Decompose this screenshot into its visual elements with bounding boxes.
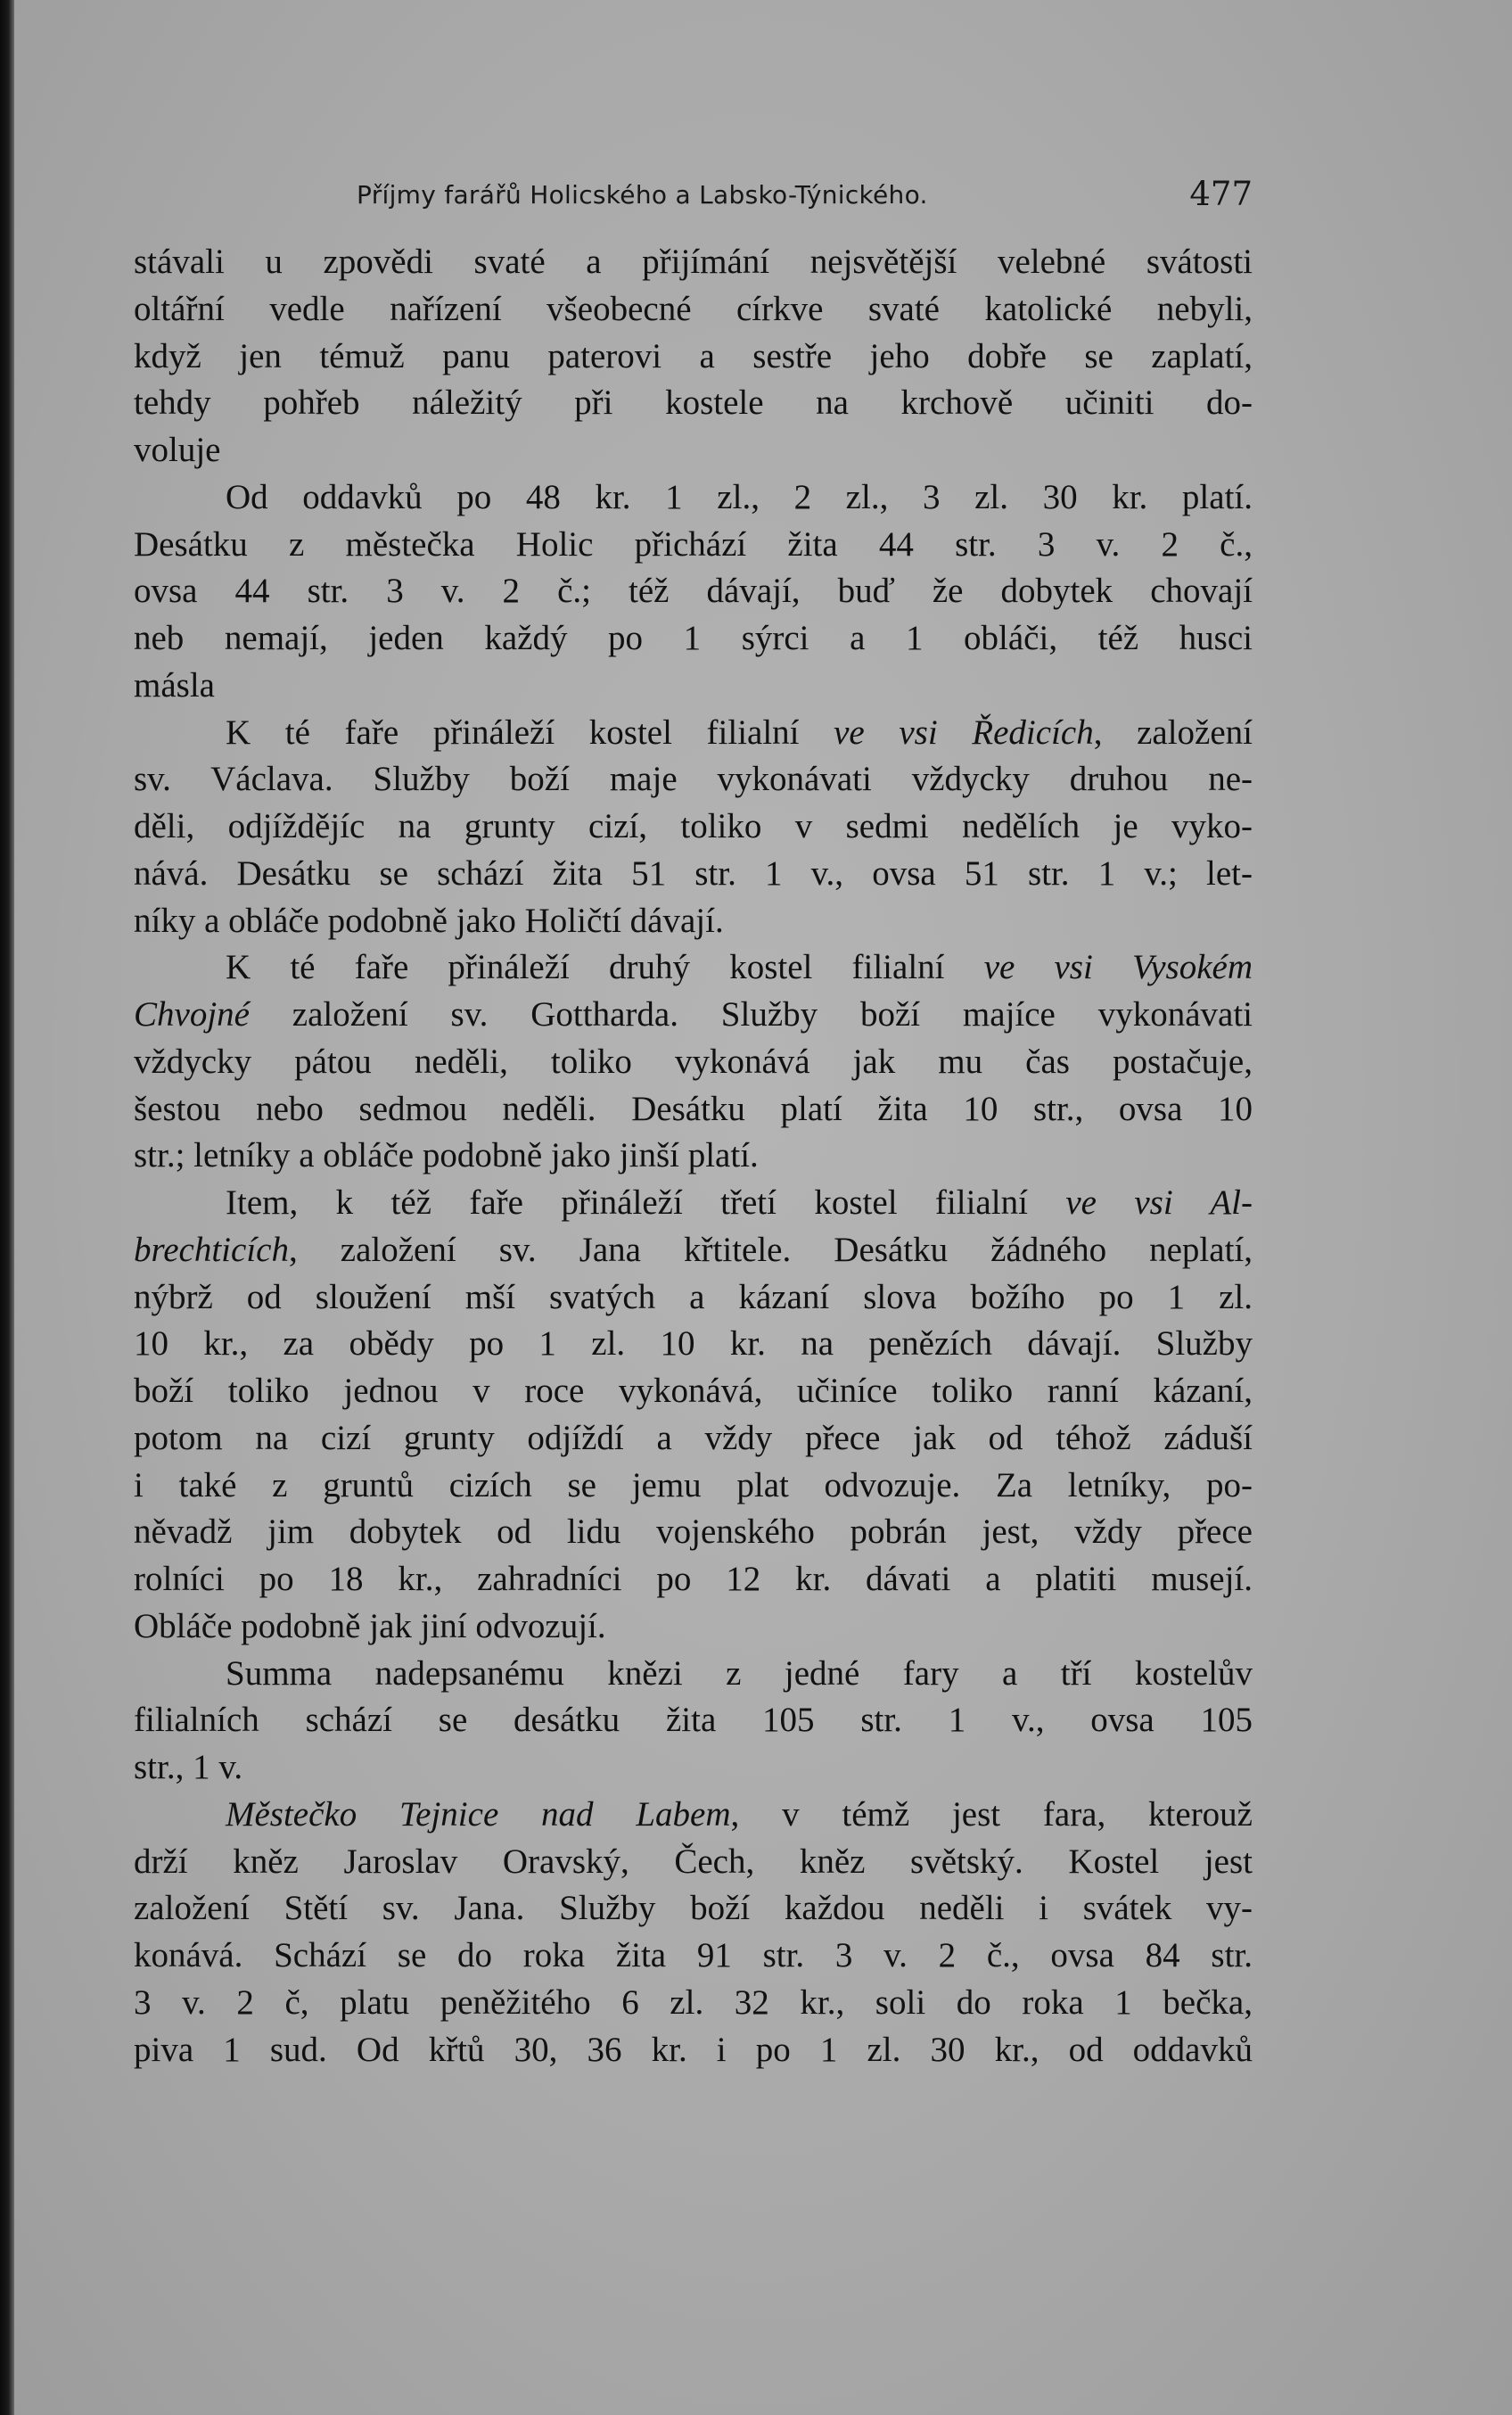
- text-line: [134, 1227, 1253, 1274]
- italic-text-span: Chvojné: [134, 995, 250, 1034]
- text-line: 3 v. 2 č, platu peněžitého 6 zl. 32 kr., soli do roka 1 bečka,: [134, 1982, 1253, 2022]
- text-line: tehdy pohřeb náležitý při kostele na krchově učiniti do-: [134, 383, 1253, 423]
- text-line: boží toliko jednou v roce vykonává, učiníce toliko ranní kázaní,: [134, 1372, 1253, 1410]
- text-line: [134, 1180, 1253, 1227]
- text-line: když jen témuž panu paterovi a sestře jeho dobře se zaplatí,: [134, 336, 1253, 375]
- text-line: níky a obláče podobně jako Holičtí dávají.: [134, 901, 724, 940]
- text-line: [134, 1792, 1253, 1839]
- text-span: K té faře přináleží kostel filialní: [226, 713, 834, 752]
- text-line: str., 1 v.: [134, 1748, 243, 1786]
- text-line: másla: [134, 665, 215, 705]
- italic-text-span: Městečko Tejnice nad Labem: [226, 1794, 731, 1834]
- text-line: šestou nebo sedmou neděli. Desátku platí žita 10 str., ovsa 10: [134, 1089, 1253, 1128]
- page-header: [357, 175, 1253, 219]
- text-line: i také z gruntů cizích se jemu plat odvozuje. Za letníky, po-: [134, 1465, 1253, 1504]
- text-line: ovsa 44 str. 3 v. 2 č.; též dávají, buď že dobytek chovají: [134, 572, 1253, 611]
- text-span: , založení sv. Jana křtitele. Desátku žádného neplatí,: [288, 1230, 1253, 1269]
- italic-text-span: ve vsi Ředicích: [834, 713, 1094, 752]
- text-span: Item, k též faře přináleží třetí kostel filialní: [226, 1183, 1066, 1222]
- text-line: děli, odjíždějíc na grunty cizí, toliko v sedmi nedělích je vyko-: [134, 807, 1253, 845]
- text-line: Obláče podobně jak jiní odvozují.: [134, 1606, 606, 1645]
- text-line: rolníci po 18 kr., zahradníci po 12 kr. dávati a platiti musejí.: [134, 1560, 1253, 1598]
- text-line: str.; letníky a obláče podobně jako jinší platí.: [134, 1136, 759, 1175]
- italic-text-span: ve vsi Vysokém: [983, 948, 1253, 987]
- italic-text-span: brechticích: [134, 1230, 289, 1269]
- text-line: piva 1 sud. Od křtů 30, 36 kr. i po 1 zl. 30 kr., od oddavků: [134, 2030, 1253, 2069]
- text-line: potom na cizí grunty odjíždí a vždy přece jak od téhož záduší: [134, 1418, 1253, 1457]
- text-span: K té faře přináleží druhý kostel filialní: [226, 948, 984, 987]
- text-line: konává. Schází se do roka žita 91 str. 3 v. 2 č., ovsa 84 str.: [134, 1936, 1253, 1974]
- text-line: oltářní vedle nařízení všeobecné církve svaté katolické nebyli,: [134, 289, 1253, 328]
- text-span: založení sv. Gottharda. Služby boží majíce vykonávati: [249, 995, 1253, 1034]
- text-line: filialních schází se desátku žita 105 str. 1 v., ovsa 105: [134, 1701, 1253, 1740]
- text-line: něvadž jim dobytek od lidu vojenského pobrán jest, vždy přece: [134, 1512, 1253, 1552]
- page-number: 477: [1189, 175, 1253, 213]
- book-spine-shadow: [0, 0, 14, 2415]
- text-line: nýbrž od sloužení mší svatých a kázaní slova božího po 1 zl.: [134, 1277, 1253, 1316]
- text-line: Od oddavků po 48 kr. 1 zl., 2 zl., 3 zl. 30 kr. platí.: [226, 477, 1253, 516]
- text-line: nává. Desátku se schází žita 51 str. 1 v., ovsa 51 str. 1 v.; let-: [134, 853, 1253, 893]
- text-line: založení Stětí sv. Jana. Služby boží každou neděli i svátek vy-: [134, 1889, 1253, 1928]
- running-title: Příjmy farářů Holicského a Labsko-Týnického.: [357, 180, 928, 210]
- body-text: [134, 239, 1253, 2073]
- text-line: neb nemají, jeden každý po 1 sýrci a 1 obláči, též husci: [134, 619, 1253, 657]
- text-line: Summa nadepsanému knězi z jedné fary a tří kostelův: [226, 1653, 1253, 1693]
- text-line: vždycky pátou neděli, toliko vykonává jak mu čas postačuje,: [134, 1042, 1253, 1081]
- text-span: , založení: [1093, 713, 1253, 752]
- text-line: [134, 944, 1253, 992]
- text-line: sv. Václava. Služby boží maje vykonávati vždycky druhou ne-: [134, 760, 1253, 799]
- text-line: drží kněz Jaroslav Oravský, Čech, kněz světský. Kostel jest: [134, 1842, 1253, 1881]
- text-line: stávali u zpovědi svaté a přijímání nejsvětější velebné svátosti: [134, 243, 1253, 281]
- italic-text-span: ve vsi Al-: [1065, 1183, 1253, 1222]
- text-line: [134, 992, 1253, 1039]
- text-line: voluje: [134, 431, 221, 469]
- text-line: Desátku z městečka Holic přichází žita 44 str. 3 v. 2 č.,: [134, 524, 1253, 564]
- text-line: 10 kr., za obědy po 1 zl. 10 kr. na penězích dávají. Služby: [134, 1324, 1253, 1364]
- text-span: , v témž jest fara, kterouž: [730, 1794, 1253, 1834]
- text-line: [134, 710, 1253, 757]
